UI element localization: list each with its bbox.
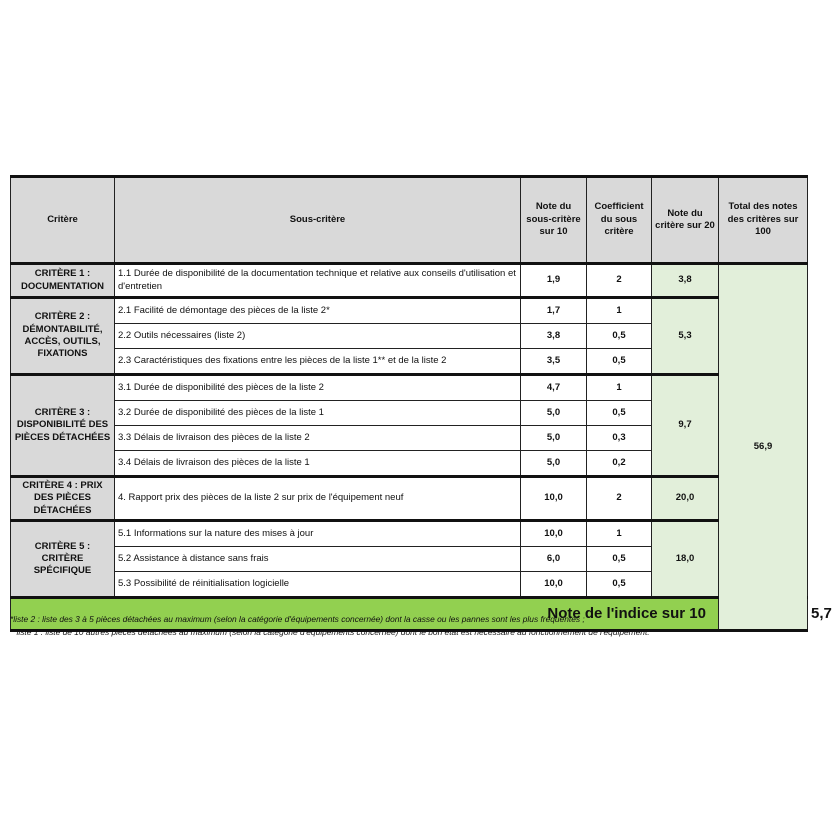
sub-criterion-note: 1,9 [521,264,587,298]
repairability-table [10,175,832,632]
sub-criterion-label: 1.1 Durée de disponibilité de la documentation technique et relative aux conseils d'utilisation et d'entretien [115,264,521,298]
criterion-name: CRITÈRE 3 : DISPONIBILITÉ DES PIÈCES DÉTACHÉES [11,375,115,477]
total-score: 56,9 [719,264,808,631]
header-note-sous-critere: Note du sous-critère sur 10 [521,177,587,264]
table-row [11,375,808,401]
sub-criterion-note: 10,0 [521,477,587,521]
sub-criterion-label: 5.3 Possibilité de réinitialisation logicielle [115,572,521,598]
criterion-name: CRITÈRE 5 : CRITÈRE SPÉCIFIQUE [11,521,115,598]
final-score-row: Note de l'indice sur 10 5,7 [11,598,808,631]
sub-criterion-label: 5.2 Assistance à distance sans frais [115,547,521,572]
footnote-liste-1: **liste 1 : liste de 10 autres pièces détachées au maximum (selon la catégorie d'équipements concernée) dont le bon état est nécessaire au fonctionnement de l'équipement. [10,627,650,638]
criterion-score: 20,0 [652,477,719,521]
sub-criterion-coefficient: 0,2 [587,451,652,477]
sub-criterion-note: 4,7 [521,375,587,401]
final-score-label: Note de l'indice sur 10 [11,598,719,631]
criterion-name: CRITÈRE 4 : PRIX DES PIÈCES DÉTACHÉES [11,477,115,521]
table-row [11,477,808,521]
sub-criterion-note: 3,5 [521,349,587,375]
sub-criterion-label: 3.3 Délais de livraison des pièces de la liste 2 [115,426,521,451]
sub-criterion-note: 1,7 [521,298,587,324]
sub-criterion-label: 3.4 Délais de livraison des pièces de la liste 1 [115,451,521,477]
sub-criterion-coefficient: 0,5 [587,401,652,426]
sub-criterion-label: 3.1 Durée de disponibilité des pièces de la liste 2 [115,375,521,401]
sub-criterion-label: 4. Rapport prix des pièces de la liste 2 sur prix de l'équipement neuf [115,477,521,521]
header-note-critere: Note du critère sur 20 [652,177,719,264]
sub-criterion-coefficient: 2 [587,477,652,521]
sub-criterion-label: 2.3 Caractéristiques des fixations entre les pièces de la liste 1** et de la liste 2 [115,349,521,375]
footnote-liste-2: *liste 2 : liste des 3 à 5 pièces détachées au maximum (selon la catégorie d'équipements concernée) dont la casse ou les pannes sont les plus fréquentes ; [10,614,585,624]
sub-criterion-label: 5.1 Informations sur la nature des mises à jour [115,521,521,547]
sub-criterion-coefficient: 1 [587,521,652,547]
criterion-score: 9,7 [652,375,719,477]
footnotes [10,613,810,639]
sub-criterion-coefficient: 0,5 [587,349,652,375]
criterion-name: CRITÈRE 2 : DÉMONTABILITÉ, ACCÈS, OUTILS, FIXATIONS [11,298,115,375]
table-row [11,298,808,324]
header-sous-critere: Sous-critère [115,177,521,264]
criterion-score: 5,3 [652,298,719,375]
sub-criterion-note: 3,8 [521,324,587,349]
sub-criterion-note: 6,0 [521,547,587,572]
sub-criterion-coefficient: 2 [587,264,652,298]
sub-criterion-label: 2.2 Outils nécessaires (liste 2) [115,324,521,349]
header-critere: Critère [11,177,115,264]
sub-criterion-note: 10,0 [521,521,587,547]
sub-criterion-coefficient: 0,5 [587,572,652,598]
header-coefficient: Coefficient du sous critère [587,177,652,264]
sub-criterion-coefficient: 0,3 [587,426,652,451]
sub-criterion-note: 5,0 [521,426,587,451]
criterion-score: 3,8 [652,264,719,298]
table-row [11,264,808,298]
sub-criterion-note: 10,0 [521,572,587,598]
criterion-name: CRITÈRE 1 : DOCUMENTATION [11,264,115,298]
sub-criterion-coefficient: 1 [587,298,652,324]
sub-criterion-coefficient: 1 [587,375,652,401]
criterion-score: 18,0 [652,521,719,598]
sub-criterion-coefficient: 0,5 [587,324,652,349]
sub-criterion-label: 3.2 Durée de disponibilité des pièces de la liste 1 [115,401,521,426]
sub-criterion-note: 5,0 [521,401,587,426]
sub-criterion-label: 2.1 Facilité de démontage des pièces de la liste 2* [115,298,521,324]
table-row [11,521,808,547]
header-row [11,177,808,264]
header-total: Total des notes des critères sur 100 [719,177,808,264]
sub-criterion-coefficient: 0,5 [587,547,652,572]
sub-criterion-note: 5,0 [521,451,587,477]
